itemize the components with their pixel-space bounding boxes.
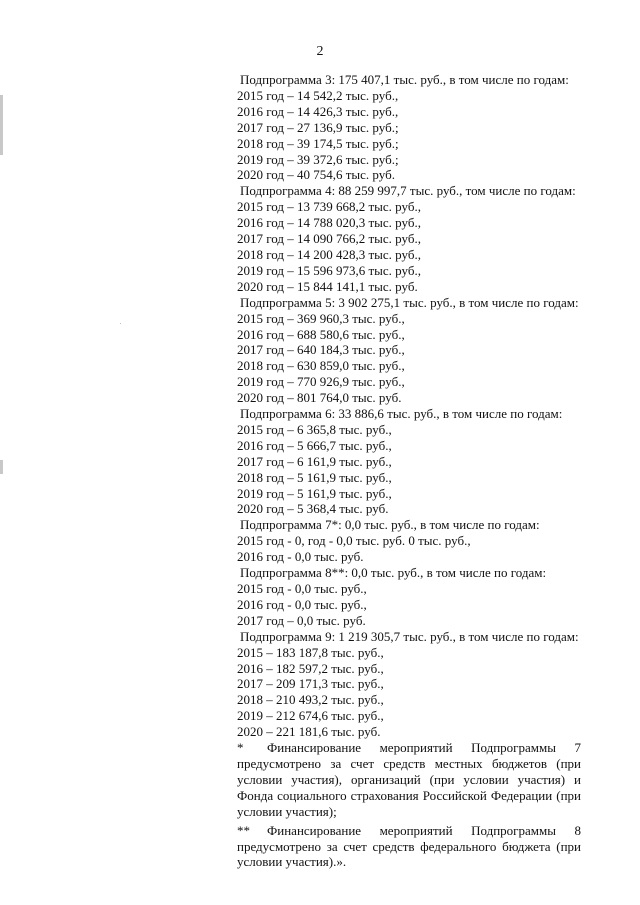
subprogram-block xyxy=(237,72,581,183)
funding-line: 2015 год - 0, год - 0,0 тыс. руб. 0 тыс. руб., xyxy=(237,533,471,549)
subprogram-block xyxy=(237,183,581,294)
funding-line: 2020 год – 40 754,6 тыс. руб. xyxy=(237,167,395,183)
funding-line: 2018 год – 14 200 428,3 тыс. руб., xyxy=(237,246,421,262)
funding-line: 2019 год – 15 596 973,6 тыс. руб., xyxy=(237,262,421,278)
funding-line: 2018 год – 5 161,9 тыс. руб., xyxy=(237,469,392,485)
funding-line: 2019 год – 39 372,6 тыс. руб.; xyxy=(237,151,399,167)
funding-line: 2016 год – 14 426,3 тыс. руб., xyxy=(237,103,399,119)
footnote-mark: ** xyxy=(237,822,250,838)
subprogram-block xyxy=(237,517,581,565)
footnote-list xyxy=(237,740,581,870)
funding-line: 2020 – 221 181,6 тыс. руб. xyxy=(237,724,381,740)
funding-line: 2016 год – 5 666,7 тыс. руб., xyxy=(237,437,392,453)
funding-line: 2018 год – 39 174,5 тыс. руб.; xyxy=(237,135,399,151)
funding-line: 2020 год – 801 764,0 тыс. руб. xyxy=(237,390,402,406)
subprogram-block xyxy=(237,406,581,517)
subprogram-heading: Подпрограмма 6: 33 886,6 тыс. руб., в том числе по годам: xyxy=(240,406,563,422)
funding-line: 2019 год – 770 926,9 тыс. руб., xyxy=(237,374,405,390)
funding-line: 2015 год – 14 542,2 тыс. руб., xyxy=(237,87,399,103)
subprogram-heading: Подпрограмма 7*: 0,0 тыс. руб., в том числе по годам: xyxy=(240,517,540,533)
funding-line: 2015 год – 13 739 668,2 тыс. руб., xyxy=(237,199,421,215)
subprogram-heading: Подпрограмма 8**: 0,0 тыс. руб., в том числе по годам: xyxy=(240,565,547,581)
funding-line: 2017 год – 0,0 тыс. руб. xyxy=(237,612,366,628)
funding-line: 2019 – 212 674,6 тыс. руб., xyxy=(237,708,384,724)
subprogram-heading: Подпрограмма 3: 175 407,1 тыс. руб., в том числе по годам: xyxy=(240,72,569,87)
funding-line: 2018 год – 630 859,0 тыс. руб., xyxy=(237,358,405,374)
subprogram-block xyxy=(237,629,581,740)
footnote xyxy=(237,740,581,820)
funding-line: 2015 – 183 187,8 тыс. руб., xyxy=(237,644,384,660)
page-number: 2 xyxy=(316,44,324,59)
scan-speck xyxy=(120,323,121,324)
subprogram-list xyxy=(237,72,581,740)
funding-line: 2017 – 209 171,3 тыс. руб., xyxy=(237,676,384,692)
funding-line: 2016 год - 0,0 тыс. руб., xyxy=(237,596,367,612)
funding-line: 2015 год – 6 365,8 тыс. руб., xyxy=(237,421,392,437)
funding-line: 2015 год - 0,0 тыс. руб., xyxy=(237,581,367,596)
footnote xyxy=(237,823,581,871)
document-body xyxy=(237,72,581,870)
subprogram-block xyxy=(237,295,581,406)
scan-edge-mark xyxy=(0,460,3,474)
funding-line: 2017 год – 27 136,9 тыс. руб.; xyxy=(237,119,399,135)
subprogram-block xyxy=(237,565,581,629)
funding-line: 2016 год – 688 580,6 тыс. руб., xyxy=(237,326,405,342)
subprogram-heading: Подпрограмма 4: 88 259 997,7 тыс. руб., том числе по годам: xyxy=(240,183,576,199)
scan-edge-mark xyxy=(0,95,3,155)
funding-line: 2016 год – 14 788 020,3 тыс. руб., xyxy=(237,215,421,231)
funding-line: 2017 год – 14 090 766,2 тыс. руб., xyxy=(237,231,421,247)
funding-line: 2020 год – 5 368,4 тыс. руб. xyxy=(237,501,389,517)
funding-line: 2016 год - 0,0 тыс. руб. xyxy=(237,549,364,565)
funding-line: 2016 – 182 597,2 тыс. руб., xyxy=(237,660,384,676)
funding-line: 2017 год – 640 184,3 тыс. руб., xyxy=(237,342,405,358)
subprogram-heading: Подпрограмма 9: 1 219 305,7 тыс. руб., в том числе по годам: xyxy=(240,628,579,644)
footnote-mark: * xyxy=(237,740,244,756)
funding-line: 2020 год – 15 844 141,1 тыс. руб. xyxy=(237,278,418,294)
footnote-text: Финансирование мероприятий Подпрограммы 7 предусмотрено за счет средств местных бюджетов (при условии участия), организаций (при условии участия) и Фонда социального страхования Российской Федерации (при условии участия); xyxy=(237,740,581,819)
funding-line: 2015 год – 369 960,3 тыс. руб., xyxy=(237,310,405,326)
funding-line: 2018 – 210 493,2 тыс. руб., xyxy=(237,692,384,708)
footnote-text: Финансирование мероприятий Подпрограммы 8 предусмотрено за счет средств федерального бюджета (при условии участия).». xyxy=(237,822,581,870)
funding-line: 2019 год – 5 161,9 тыс. руб., xyxy=(237,485,392,501)
subprogram-heading: Подпрограмма 5: 3 902 275,1 тыс. руб., в том числе по годам: xyxy=(240,294,579,310)
funding-line: 2017 год – 6 161,9 тыс. руб., xyxy=(237,453,392,469)
